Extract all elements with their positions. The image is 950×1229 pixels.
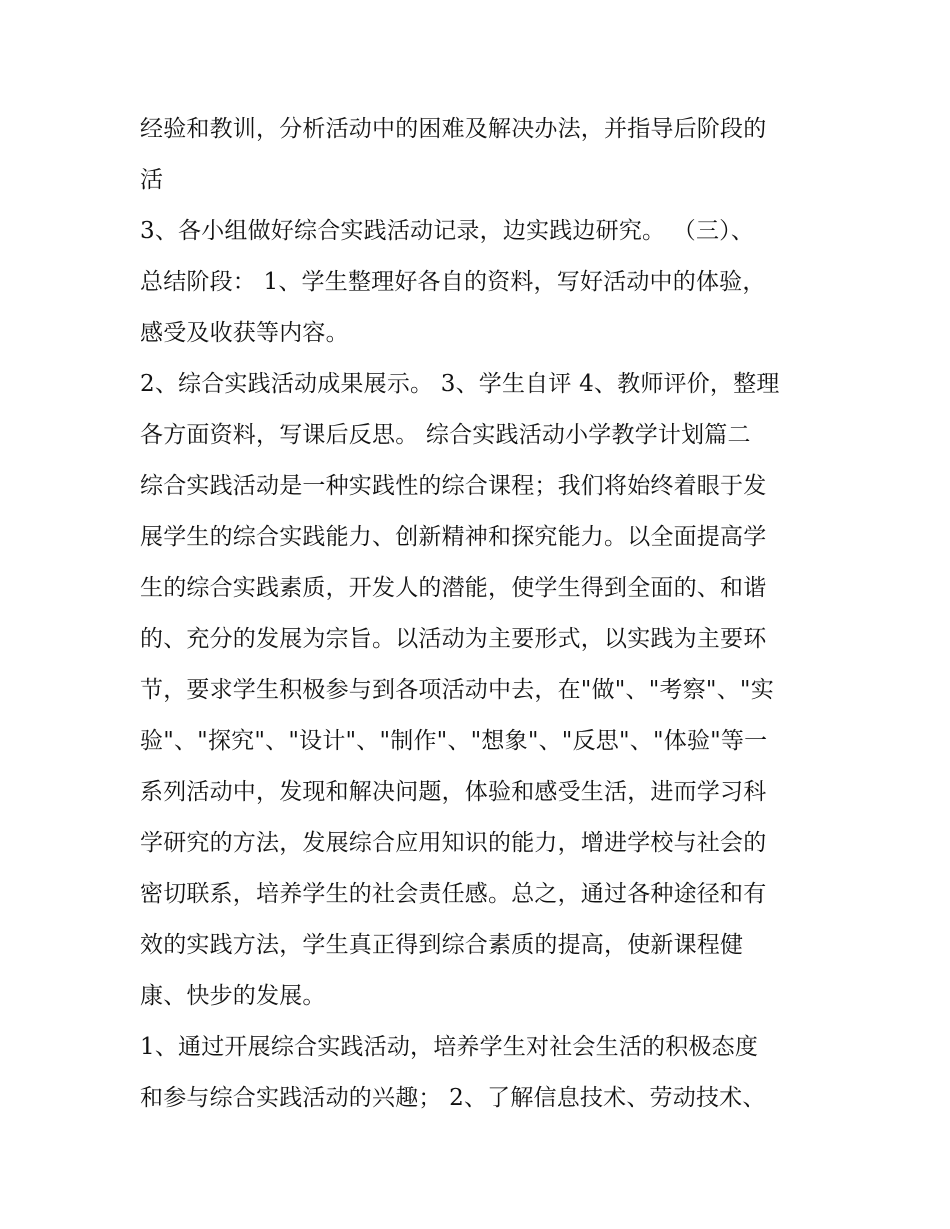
text-line: 学研究的方法，发展综合应用知识的能力，增进学校与社会的 [140,830,767,856]
paragraph-1 [140,104,820,206]
text-line: 系列活动中，发现和解决问题，体验和感受生活，进而学习科 [140,779,767,805]
text-line: 展学生的综合实践能力、创新精神和探究能力。以全面提高学 [140,524,767,550]
paragraph-3 [140,359,820,1022]
paragraph-2 [140,206,820,359]
text-line: 验"、"探究"、"设计"、"制作"、"想象"、"反思"、"体验"等一 [140,728,768,754]
text-line: 各方面资料，写课后反思。 综合实践活动小学教学计划篇二 [140,422,751,448]
text-line: 和参与综合实践活动的兴趣； 2、了解信息技术、劳动技术、 [140,1085,766,1111]
text-line: 综合实践活动是一种实践性的综合课程；我们将始终着眼于发 [140,473,767,499]
text-line: 3、各小组做好综合实践活动记录，边实践边研究。 （三）、 [140,218,755,244]
document-body [140,104,820,1124]
text-line: 活 [140,167,164,193]
text-line: 总结阶段： 1、学生整理好各自的资料，写好活动中的体验， [140,269,766,295]
text-line: 2、综合实践活动成果展示。 3、学生自评 4、教师评价，整理 [140,371,780,397]
text-line: 经验和教训，分析活动中的困难及解决办法，并指导后阶段的 [140,116,767,142]
text-line: 的、充分的发展为宗旨。以活动为主要形式，以实践为主要环 [140,626,767,652]
text-line: 效的实践方法，学生真正得到综合素质的提高，使新课程健 [140,932,744,958]
text-line: 生的综合实践素质，开发人的潜能，使学生得到全面的、和谐 [140,575,767,601]
text-line: 感受及收获等内容。 [140,320,349,346]
paragraph-4 [140,1022,820,1124]
text-line: 1、通过开展综合实践活动，培养学生对社会生活的积极态度 [140,1034,759,1060]
text-line: 节，要求学生积极参与到各项活动中去，在"做"、"考察"、"实 [140,677,774,703]
text-line: 密切联系，培养学生的社会责任感。总之，通过各种途径和有 [140,881,767,907]
text-line: 康、快步的发展。 [140,983,326,1009]
